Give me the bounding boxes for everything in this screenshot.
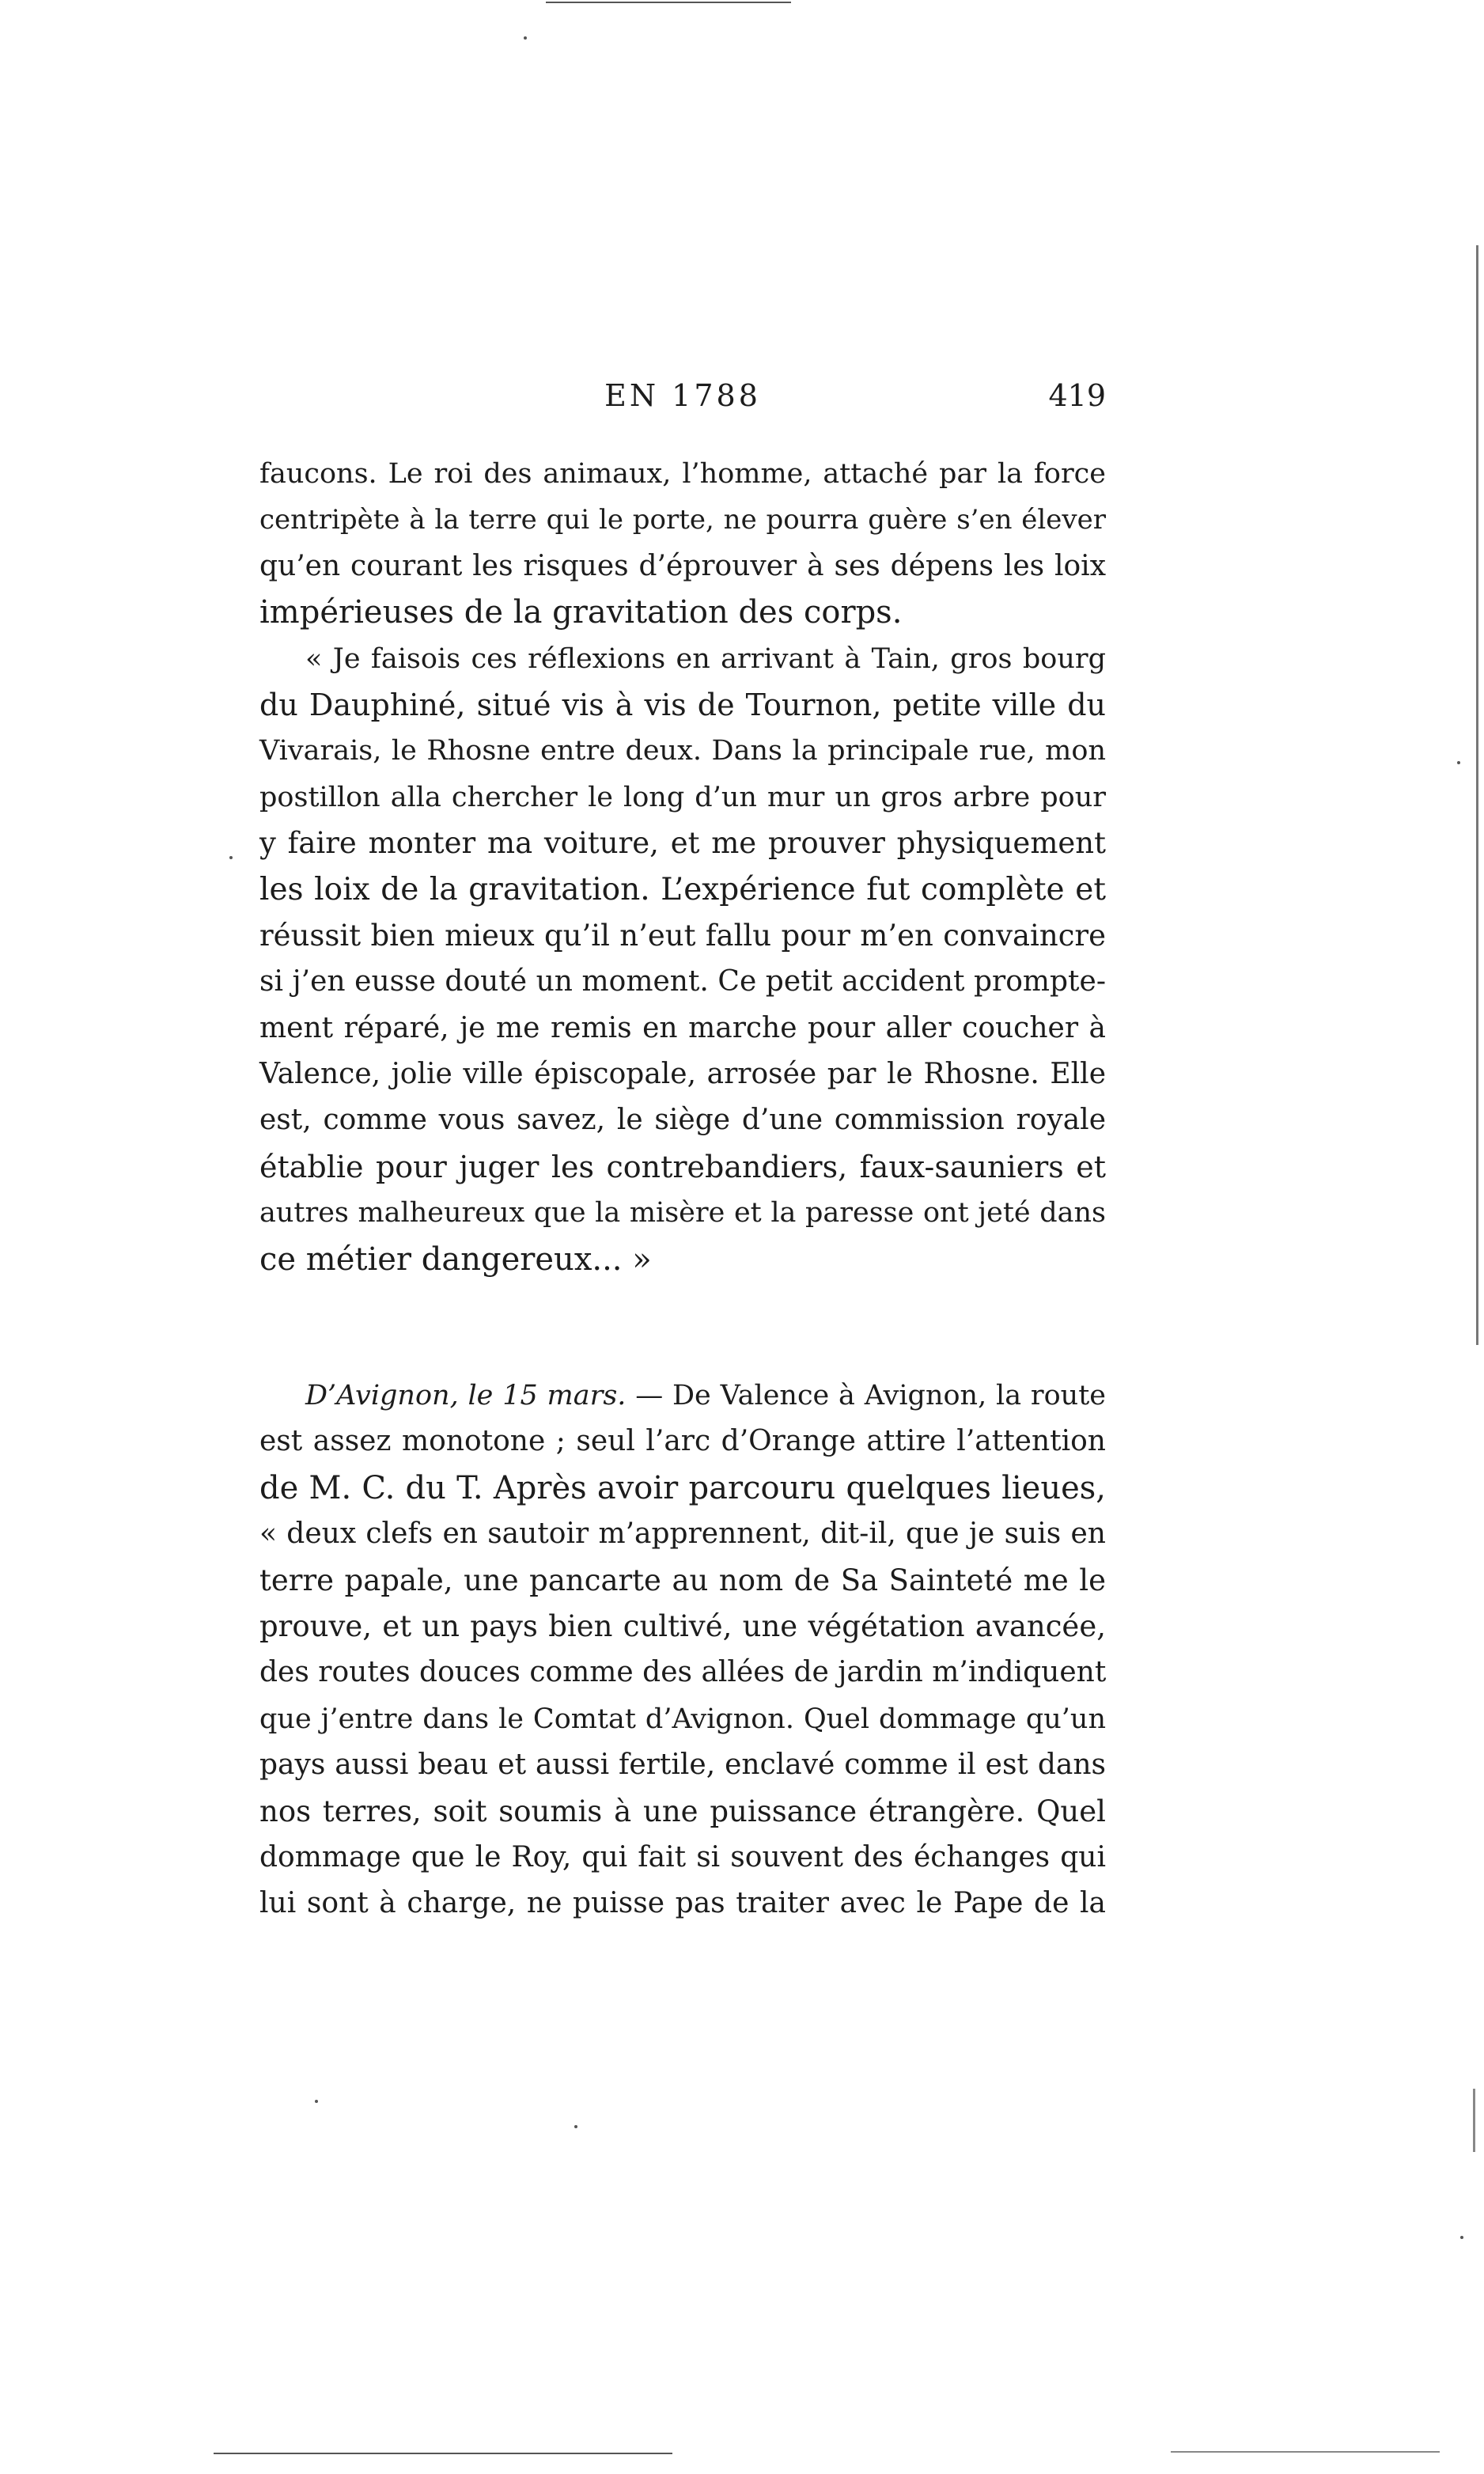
text-line: nos terres, soit soumis à une puissance étrangère. Quel [259,1794,1106,1828]
text-line: « Je faisois ces réflexions en arrivant à Tain, gros bourg [305,642,1106,675]
scan-edge-line-bottom-right [1171,2451,1440,2453]
scan-edge-line-right-lower [1473,2089,1475,2152]
text-line: postillon alla chercher le long d’un mur un gros arbre pour [259,781,1106,813]
text-line: Vivarais, le Rhosne entre deux. Dans la principale rue, mon [259,735,1106,767]
text-line: est, comme vous savez, le siège d’une commission royale [259,1104,1106,1137]
text-line: « deux clefs en sautoir m’apprennent, dit-il, que je suis en [259,1517,1106,1551]
page-number: 419 [1048,378,1106,413]
scan-edge-line-right [1476,245,1478,1345]
text-line: y faire monter ma voiture, et me prouver physiquement [259,826,1106,861]
text-line: ce métier dangereux... » [259,1241,652,1278]
text-line: prouve, et un pays bien cultivé, une végétation avancée, [259,1608,1106,1643]
text-line: dommage que le Roy, qui fait si souvent des échanges qui [259,1840,1106,1873]
text-line: que j’entre dans le Comtat d’Avignon. Quel dommage qu’un [259,1703,1106,1735]
scan-speck [229,856,233,859]
text-line: de M. C. du T. Après avoir parcouru quelques lieues, [259,1469,1106,1506]
text-block-1 [259,451,1106,1282]
scan-speck [1457,761,1460,764]
running-head-title: EN 1788 [604,378,761,413]
text-line: Valence, jolie ville épiscopale, arrosée par le Rhosne. Elle [259,1058,1106,1091]
text-line: ment réparé, je me remis en marche pour aller coucher à [259,1011,1106,1044]
text-line: qu’en courant les risques d’éprouver à ses dépens les loix [259,549,1106,582]
text-line: lui sont à charge, ne puisse pas traiter avec le Pape de la [259,1887,1106,1920]
text-line: les loix de la gravitation. L’expérience fut complète et [259,871,1106,907]
text-line: impérieuses de la gravitation des corps. [259,594,903,631]
scan-speck [315,2100,318,2103]
text-line-dateline [259,1373,1106,1419]
text-line: des routes douces comme des allées de jardin m’indiquent [259,1656,1107,1689]
dateline-continuation: — De Valence à Avignon, la route [626,1380,1107,1411]
text-block-2 [259,1373,1106,1927]
running-head [259,378,1106,426]
scan-edge-line-bottom [214,2453,672,2454]
dateline: D’Avignon, le 15 mars. [305,1380,627,1411]
scan-speck [1460,2236,1463,2239]
text-line: établie pour juger les contrebandiers, faux-sauniers et [259,1149,1106,1184]
scan-edge-line-top [546,2,791,3]
text-line: réussit bien mieux qu’il n’eut fallu pour m’en convaincre [259,918,1106,953]
text-line: autres malheureux que la misère et la paresse ont jeté dans [259,1197,1106,1229]
text-line: est assez monotone ; seul l’arc d’Orange attire l’attention [259,1425,1106,1458]
text-line: terre papale, une pancarte au nom de Sa Sainteté me le [259,1563,1106,1597]
text-line: si j’en eusse douté un moment. Ce petit accident prompte- [259,965,1106,998]
text-line: faucons. Le roi des animaux, l’homme, attaché par la force [259,458,1106,490]
text-line: pays aussi beau et aussi fertile, enclavé comme il est dans [259,1748,1106,1782]
scan-speck [524,36,527,40]
scan-speck [574,2125,577,2128]
text-line: centripète à la terre qui le porte, ne pourra guère s’en élever [259,504,1106,536]
text-line: du Dauphiné, situé vis à vis de Tournon, petite ville du [259,687,1106,722]
